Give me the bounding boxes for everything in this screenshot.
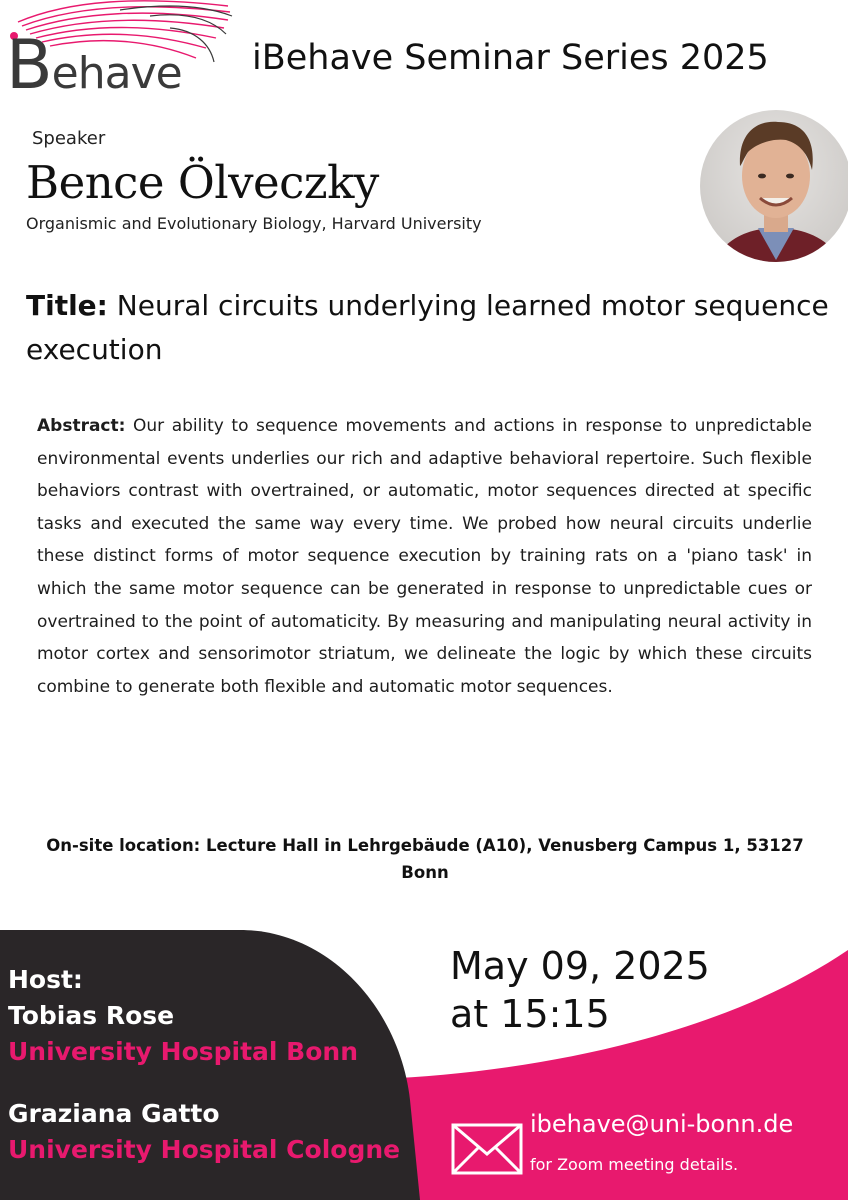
- location: On-site location: Lecture Hall in Lehrgebäude (A10), Venusberg Campus 1, 53127 Bonn: [46, 836, 804, 882]
- abstract-text: Our ability to sequence movements and actions in response to unpredictable environmental events underlies our rich and adaptive behavioral repertoire. Such flexible behaviors contrast with overtrained, or automatic, motor sequences directed at specific tasks and executed the same way every time. We probed how neural circuits underlie these distinct forms of motor sequence execution by training rats on a 'piano task' in which the same motor sequence can be generated in response to unpredictable cues or overtrained to the point of automaticity. By measuring and manipulating neural activity in motor cortex and sensorimotor striatum, we delineate the logic by which these circuits combine to generate both flexible and automatic motor sequences.: [37, 416, 812, 697]
- event-date: May 09, 2025: [450, 944, 710, 988]
- speaker-name: Bence Ölveczky: [26, 156, 379, 209]
- talk-title: [26, 284, 836, 372]
- talk-title-label: Title:: [26, 289, 108, 322]
- host-label: Host:: [8, 965, 83, 994]
- host-institution: University Hospital Bonn: [8, 1037, 359, 1066]
- series-title: iBehave Seminar Series 2025: [252, 38, 769, 78]
- contact-email[interactable]: ibehave@uni-bonn.de: [530, 1110, 794, 1138]
- host-name: Tobias Rose: [8, 1001, 175, 1030]
- event-datetime: [450, 942, 710, 1038]
- host-block: [8, 962, 428, 1168]
- abstract-label: Abstract:: [37, 416, 126, 436]
- speaker-portrait: [700, 100, 848, 272]
- abstract: [37, 410, 812, 703]
- event-time: at 15:15: [450, 992, 610, 1036]
- envelope-icon: [450, 1122, 524, 1176]
- speaker-label: Speaker: [32, 128, 106, 149]
- host-entry: [8, 998, 428, 1070]
- speaker-affiliation: Organismic and Evolutionary Biology, Harvard University: [26, 214, 482, 233]
- host-entry: [8, 1096, 428, 1168]
- host-institution: University Hospital Cologne: [8, 1135, 401, 1164]
- talk-title-text: Neural circuits underlying learned motor sequence execution: [26, 289, 829, 366]
- logo-wordmark: Behave: [6, 26, 182, 105]
- contact-note: for Zoom meeting details.: [530, 1155, 739, 1174]
- host-name: Graziana Gatto: [8, 1099, 220, 1128]
